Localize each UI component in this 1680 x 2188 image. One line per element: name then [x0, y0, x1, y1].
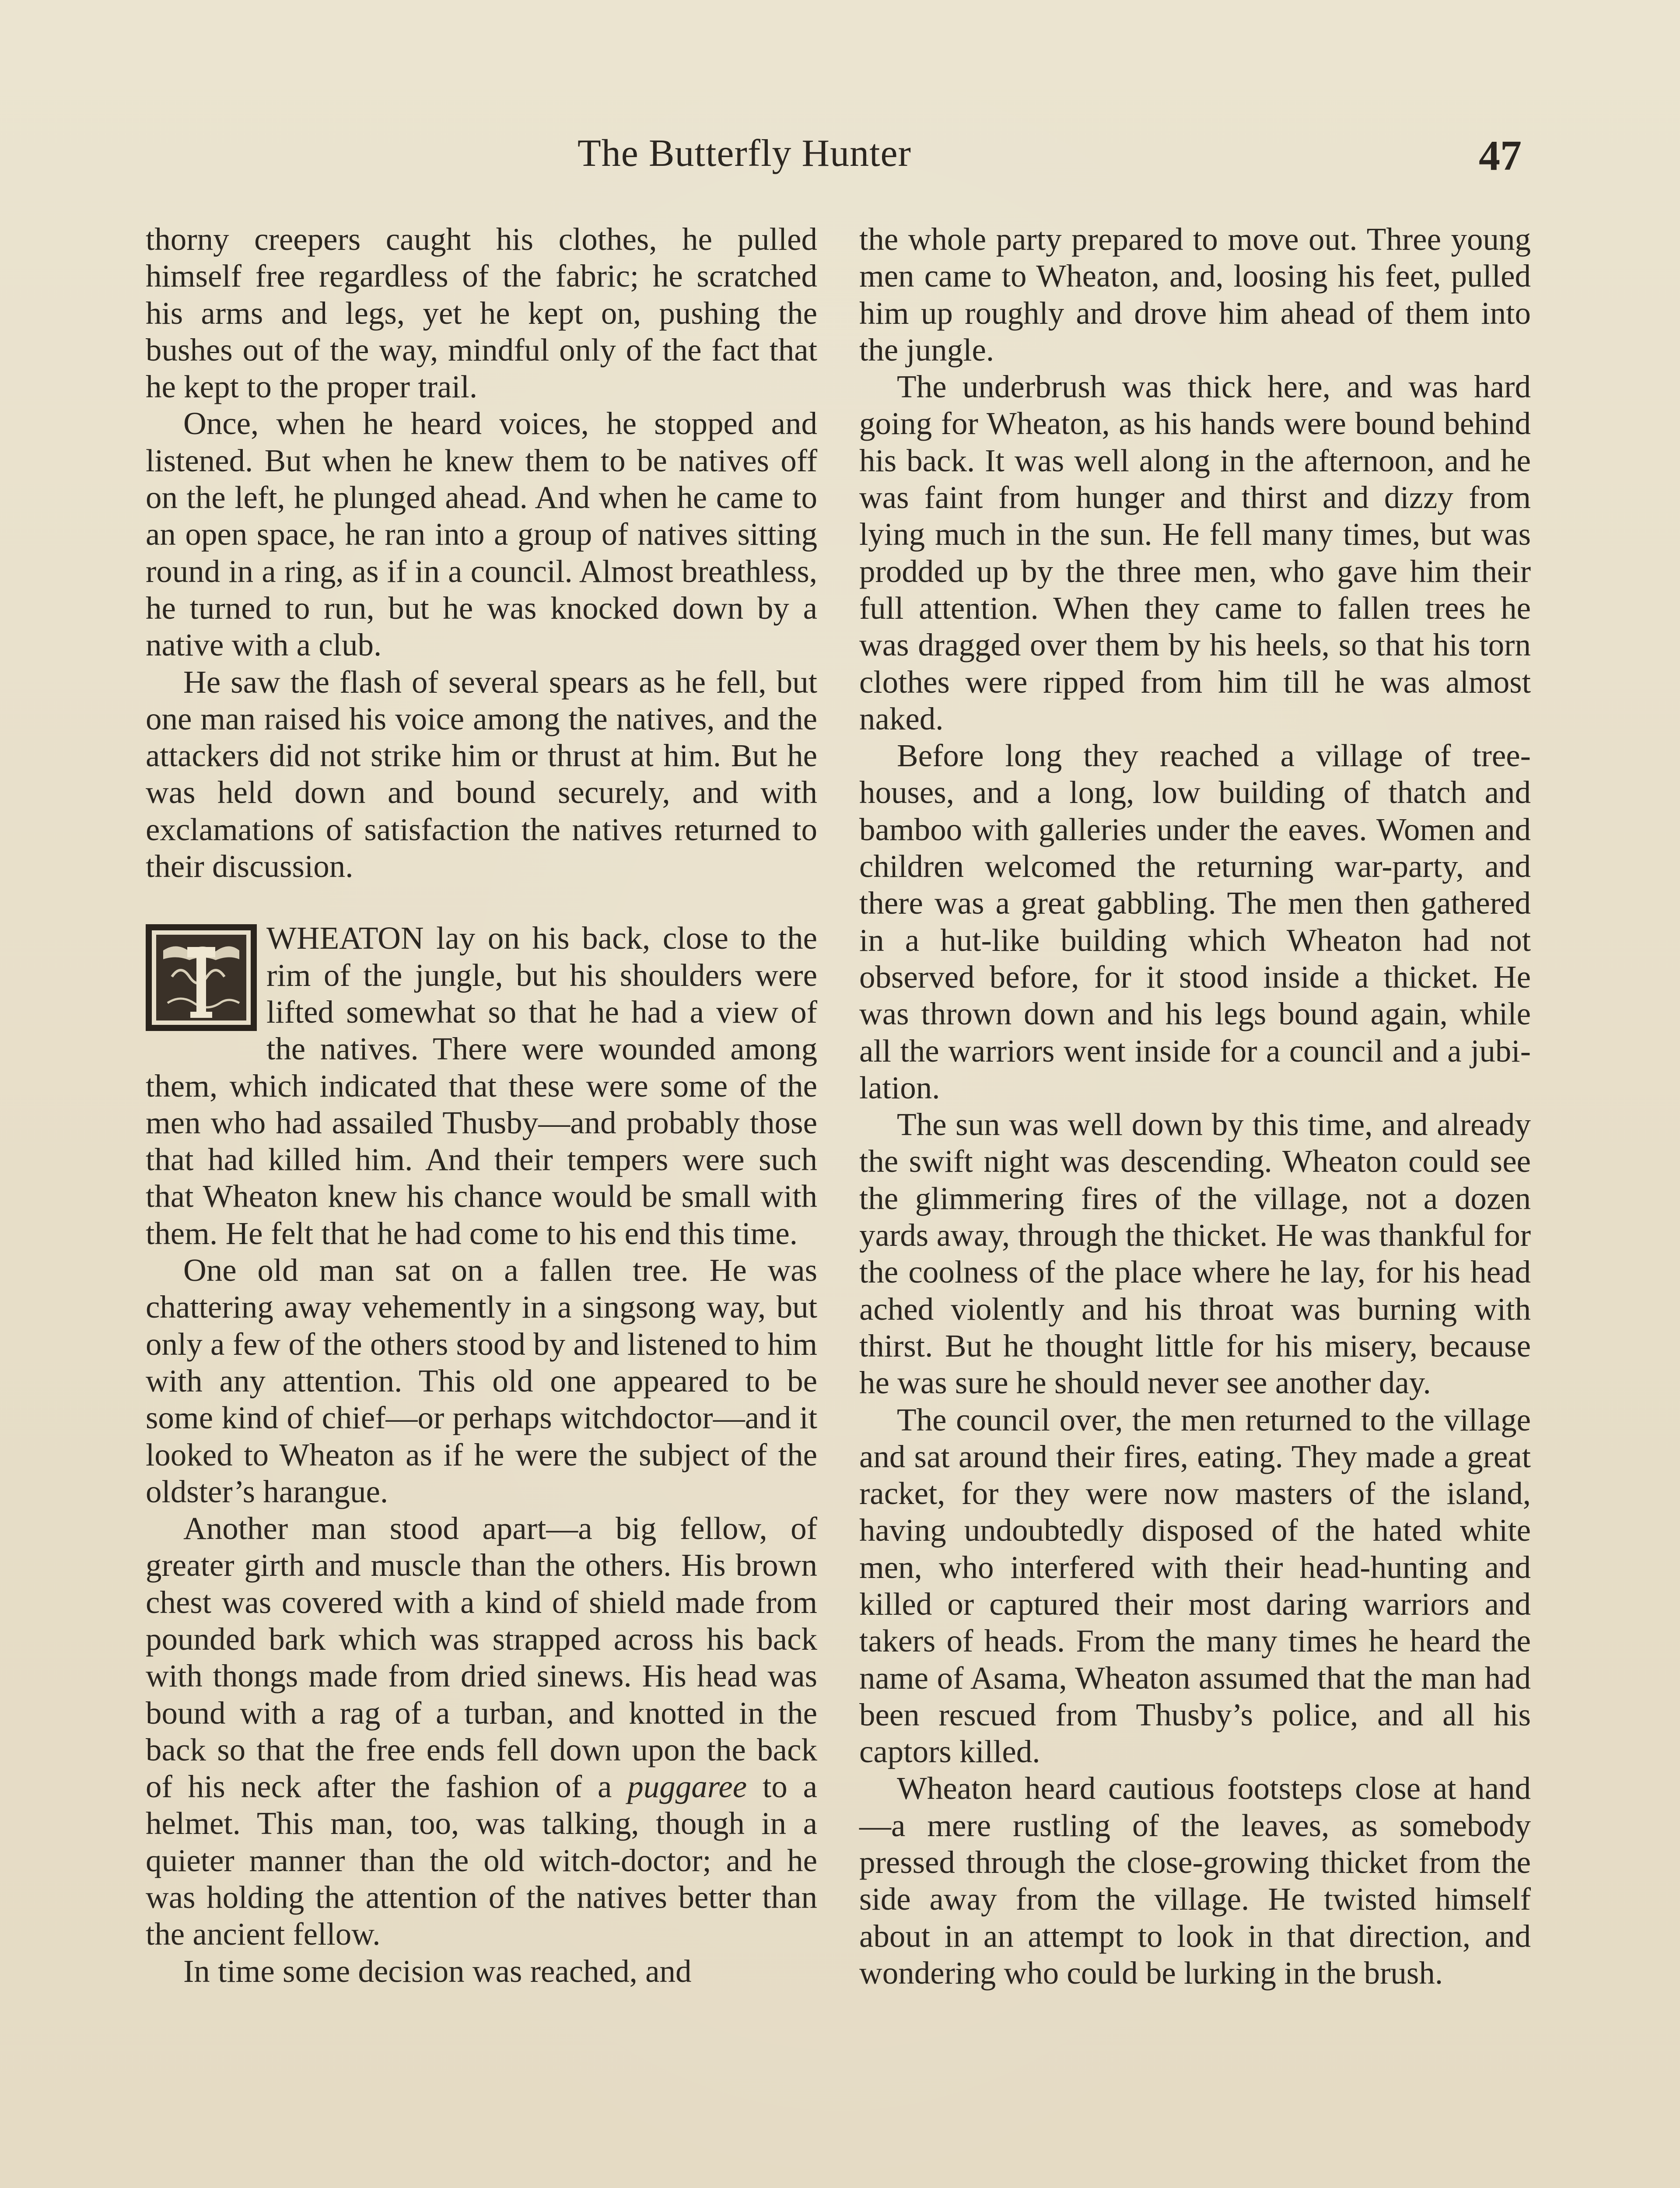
paragraph: Wheaton heard cautious footsteps close at hand—a mere rustling of the leaves, as somebody pressed through the close-growing thicket from the side away from the village. He twisted himself about in an attempt to look in that direction, and wondering who could be lurking in the brush. [859, 1771, 1531, 1991]
paragraph: He saw the flash of several spears as he fell, but one man raised his voice among the natives, and the attackers did not strike him or thrust at him. But he was held down and bound securely, and with exclamations of satisfaction the natives returned to their discussion. [146, 664, 817, 884]
dropcap-ornament-icon [146, 924, 257, 1031]
section-opening-paragraph [146, 920, 817, 1252]
page-number: 47 [1479, 132, 1522, 179]
paragraph: The council over, the men returned to the village and sat around their fires, eating. They made a great racket, for they were now masters of the island, having undoubtedly disposed of the hated white men, who interfered with their head-hunting and killed or captured their most daring warriors and takers of heads. From the many times he heard the name of Asama, Wheaton assumed that the man had been rescued from Thusby’s police, and all his captors killed. [859, 1402, 1531, 1770]
paragraph: Once, when he heard voices, he stopped and listened. But when he knew them to be natives off on the left, he plunged ahead. And when he came to an open space, he ran into a group of natives sitting round in a ring, as if in a council. Almost breathless, he turned to run, but he was knocked down by a native with a club. [146, 406, 817, 663]
right-column [859, 221, 1531, 1992]
paragraph: The underbrush was thick here, and was hard going for Wheaton, as his hands were bound behind his back. It was well along in the afternoon, and he was faint from hunger and thirst and dizzy from lying much in the sun. He fell many times, but was prodded up by the three men, who gave him their full attention. When they came to fallen trees he was dragged over them by his heels, so that his torn clothes were ripped from him till he was almost naked. [859, 369, 1531, 736]
paragraph-text: WHEATON lay on his back, close to the rim of the jungle, but his shoulders were lifted somewhat so that he had a view of the natives. There were wounded among them, which indicated that these were some of the men who had assailed Thusby—and probably those that had killed him. And their tempers were such that Wheaton knew his chance would be small with them. He felt that he had come to his end this time. [146, 920, 817, 1251]
paragraph-text: to a helmet. This man, too, was talking, though in a quieter manner than the old witch-doctor; and he was holding the attention of the natives better than the ancient fellow. [146, 1769, 817, 1952]
paragraph: the whole party prepared to move out. Three young men came to Wheaton, and, loosing his feet, pulled him up roughly and drove him ahead of them into the jungle. [859, 221, 1531, 368]
paragraph-text: Another man stood apart—a big fellow, of greater girth and muscle than the others. His brown chest was covered with a kind of shield made from pounded bark which was strapped across his back with thongs made from dried sinews. His head was bound with a rag of a turban, and knotted in the back so that the free ends fell down upon the back of his neck after the fashion of a [146, 1511, 817, 1805]
paragraph: One old man sat on a fallen tree. He was chattering away vehemently in a singsong way, but only a few of the others stood by and listened to him with any attention. This old one appeared to be some kind of chief—or perhaps witchdoctor—and it looked to Wheaton as if he were the subject of the oldster’s harangue. [146, 1252, 817, 1509]
italic-term: puggaree [627, 1769, 747, 1805]
paragraph: The sun was well down by this time, and already the swift night was descending. Wheaton could see the glimmering fires of the village, not a dozen yards away, through the thicket. He was thankful for the coolness of the place where he lay, for his head ached violently and his throat was burning with thirst. But he thought little for his misery, because he was sure he should never see another day. [859, 1107, 1531, 1401]
paragraph [146, 1510, 817, 1953]
paragraph: In time some decision was reached, and [183, 1953, 692, 1989]
paragraph: Before long they reached a village of tree-houses, and a long, low building of thatch and bamboo with galleries under the eaves. Women and children welcomed the returning war-party, and there was a great gabbling. The men then gathered in a hut-like building which Wheaton had not observed before, for it stood inside a thicket. He was thrown down and his legs bound again, while all the warriors went inside for a council and a jubilation. [859, 738, 1531, 1105]
running-head: The Butterfly Hunter [578, 132, 911, 175]
paragraph: thorny creepers caught his clothes, he pulled himself free regardless of the fabric; he scratched his arms and legs, yet he kept on, pushing the bushes out of the way, mindful only of the fact that he kept to the proper trail. [146, 221, 817, 405]
dropcap-initial-t [146, 924, 257, 1031]
left-column [146, 221, 817, 1990]
